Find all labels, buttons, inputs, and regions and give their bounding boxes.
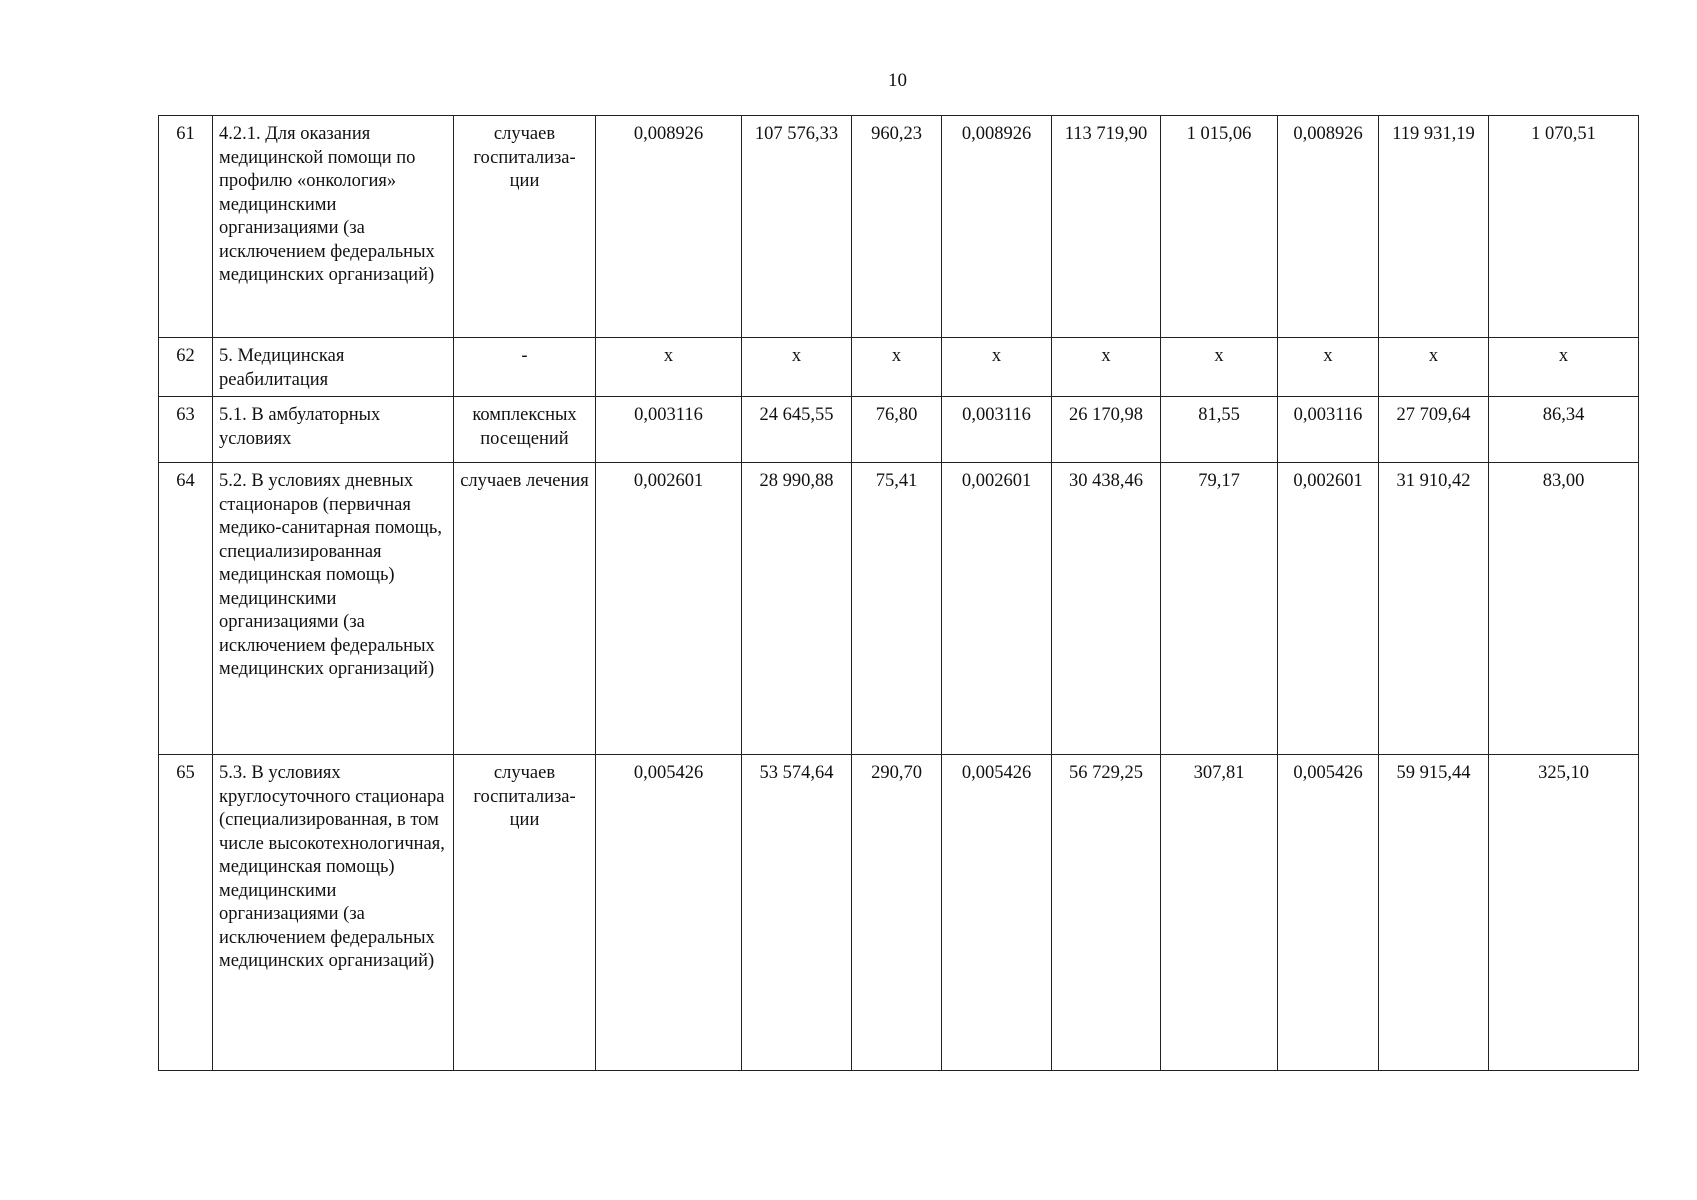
cell-value: х <box>1379 338 1489 397</box>
cell-value: 26 170,98 <box>1052 397 1161 463</box>
table-row <box>159 397 1639 463</box>
cell-value: х <box>1489 338 1639 397</box>
cell-value: 79,17 <box>1161 463 1278 755</box>
cell-value: 0,008926 <box>1278 116 1379 338</box>
cell-value: х <box>596 338 742 397</box>
row-number: 64 <box>159 463 213 755</box>
table-row <box>159 338 1639 397</box>
cell-value: 0,003116 <box>942 397 1052 463</box>
row-unit: случаев лечения <box>454 463 596 755</box>
data-table <box>158 115 1639 1071</box>
row-number: 65 <box>159 755 213 1071</box>
page-number: 10 <box>888 70 907 91</box>
row-unit: случаев госпитализа-ции <box>454 755 596 1071</box>
cell-value: х <box>942 338 1052 397</box>
cell-value: 31 910,42 <box>1379 463 1489 755</box>
table-row <box>159 463 1639 755</box>
cell-value: 0,002601 <box>942 463 1052 755</box>
cell-value: 0,003116 <box>596 397 742 463</box>
cell-value: 290,70 <box>852 755 942 1071</box>
cell-value: 0,005426 <box>596 755 742 1071</box>
table-row <box>159 755 1639 1071</box>
cell-value: 1 070,51 <box>1489 116 1639 338</box>
cell-value: х <box>852 338 942 397</box>
cell-value: 0,008926 <box>942 116 1052 338</box>
cell-value: 960,23 <box>852 116 942 338</box>
cell-value: 27 709,64 <box>1379 397 1489 463</box>
cell-value: х <box>742 338 852 397</box>
cell-value: 56 729,25 <box>1052 755 1161 1071</box>
row-unit: - <box>454 338 596 397</box>
cell-value: 76,80 <box>852 397 942 463</box>
cell-value: 0,002601 <box>596 463 742 755</box>
cell-value: 81,55 <box>1161 397 1278 463</box>
cell-value: 59 915,44 <box>1379 755 1489 1071</box>
table-row <box>159 116 1639 338</box>
cell-value: 86,34 <box>1489 397 1639 463</box>
cell-value: х <box>1161 338 1278 397</box>
row-name: 5.3. В условиях круглосуточного стационара (специализированная, в том числе высокотехнологичная, медицинская помощь) медицинскими организациями (за исключением федеральных медицинских организаций) <box>213 755 454 1071</box>
cell-value: 53 574,64 <box>742 755 852 1071</box>
cell-value: 113 719,90 <box>1052 116 1161 338</box>
cell-value: 107 576,33 <box>742 116 852 338</box>
cell-value: 325,10 <box>1489 755 1639 1071</box>
row-number: 62 <box>159 338 213 397</box>
cell-value: 119 931,19 <box>1379 116 1489 338</box>
row-name: 5.1. В амбулаторных условиях <box>213 397 454 463</box>
row-unit: случаев госпитализа-ции <box>454 116 596 338</box>
row-unit: комплексных посещений <box>454 397 596 463</box>
cell-value: 0,005426 <box>942 755 1052 1071</box>
cell-value: 1 015,06 <box>1161 116 1278 338</box>
cell-value: 75,41 <box>852 463 942 755</box>
cell-value: 0,003116 <box>1278 397 1379 463</box>
row-number: 63 <box>159 397 213 463</box>
cell-value: х <box>1278 338 1379 397</box>
cell-value: 0,002601 <box>1278 463 1379 755</box>
cell-value: 307,81 <box>1161 755 1278 1071</box>
cell-value: 0,005426 <box>1278 755 1379 1071</box>
cell-value: 28 990,88 <box>742 463 852 755</box>
cell-value: 24 645,55 <box>742 397 852 463</box>
cell-value: 0,008926 <box>596 116 742 338</box>
cell-value: х <box>1052 338 1161 397</box>
row-number: 61 <box>159 116 213 338</box>
row-name: 5.2. В условиях дневных стационаров (первичная медико-санитарная помощь, специализированная медицинская помощь) медицинскими организациями (за исключением федеральных медицинских организаций) <box>213 463 454 755</box>
cell-value: 83,00 <box>1489 463 1639 755</box>
cell-value: 30 438,46 <box>1052 463 1161 755</box>
row-name: 5. Медицинская реабилитация <box>213 338 454 397</box>
row-name: 4.2.1. Для оказания медицинской помощи по профилю «онкология» медицинскими организациями (за исключением федеральных медицинских организаций) <box>213 116 454 338</box>
